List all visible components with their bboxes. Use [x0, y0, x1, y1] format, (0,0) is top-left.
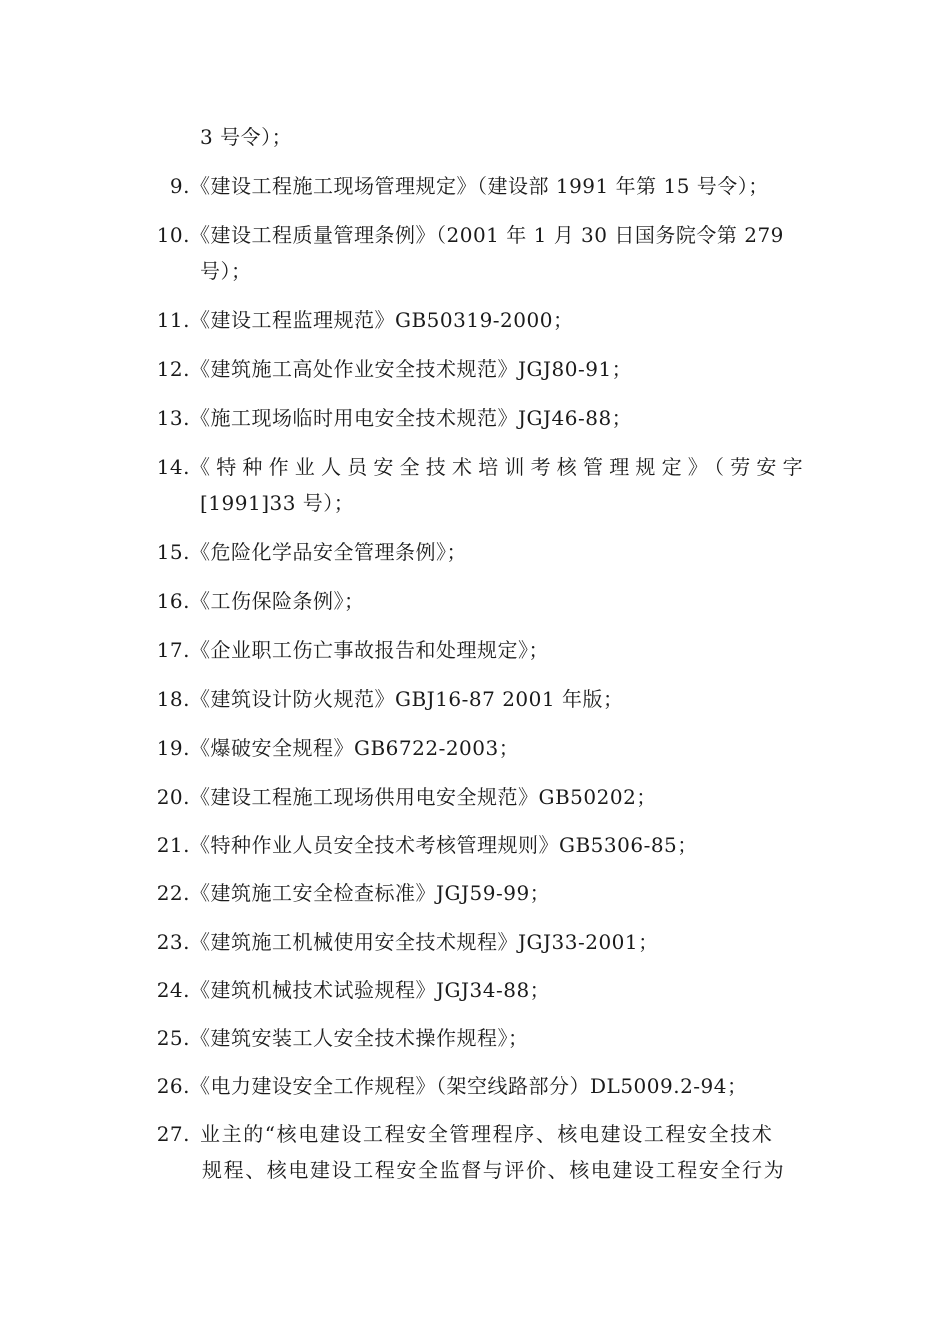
list-item-continuation [200, 124, 292, 150]
list-item-text: 《施工现场临时用电安全技术规范》JGJ46-88； [190, 406, 633, 430]
list-item [152, 405, 632, 431]
list-item-text: 《爆破安全规程》GB6722-2003； [190, 736, 520, 760]
list-item-number: 24. [156, 978, 190, 1002]
list-item [152, 735, 519, 761]
list-item-number: 20. [156, 785, 190, 809]
list-item [152, 880, 550, 906]
list-item [152, 1025, 529, 1051]
list-item-number: 21. [156, 833, 190, 857]
list-item-number: 17. [156, 638, 190, 662]
list-item-number: 23. [156, 930, 190, 954]
list-item [152, 356, 632, 382]
list-item-text: 《特种作业人员安全技术培训考核管理规定》（劳安字 [190, 455, 809, 479]
list-item-number: 19. [156, 736, 190, 760]
list-item [152, 222, 784, 248]
list-item-number: 10. [156, 223, 190, 247]
list-item-number: 9. [169, 174, 190, 198]
list-item [152, 1073, 748, 1099]
list-item-number: 26. [156, 1074, 190, 1098]
list-item-continuation [200, 258, 252, 284]
list-item [152, 539, 467, 565]
list-item [152, 307, 573, 333]
list-item-text: 3 号令）； [200, 125, 293, 149]
list-item-number: 27. [156, 1122, 190, 1146]
list-item-number: 13. [156, 406, 190, 430]
list-item-text: 《工伤保险条例》； [190, 589, 365, 613]
list-item-number: 18. [156, 687, 190, 711]
list-item-text: 《企业职工伤亡事故报告和处理规定》； [190, 638, 549, 662]
list-item-text: 号）； [200, 259, 252, 283]
list-item-text: 《危险化学品安全管理条例》； [190, 540, 467, 564]
list-item [152, 637, 549, 663]
list-item-text: 《建筑施工高处作业安全技术规范》JGJ80-91； [190, 357, 633, 381]
list-item-text: 《建设工程质量管理条例》（2001 年 1 月 30 日国务院令第 279 [190, 223, 784, 247]
list-item-number: 11. [156, 308, 190, 332]
list-item-continuation [200, 490, 354, 516]
list-item-number: 22. [156, 881, 190, 905]
list-item-number: 15. [156, 540, 190, 564]
list-item-text: 《电力建设安全工作规程》（架空线路部分）DL5009.2-94； [190, 1074, 748, 1098]
list-item [152, 929, 659, 955]
list-item [152, 784, 657, 810]
list-item-text: 《特种作业人员安全技术考核管理规则》GB5306-85； [190, 833, 698, 857]
list-item-text: 规程、核电建设工程安全监督与评价、核电建设工程安全行为 [202, 1158, 786, 1182]
list-item-text: [1991]33 号）； [200, 491, 355, 515]
list-item [152, 686, 623, 712]
list-item-text: 《建设工程施工现场供用电安全规范》GB50202； [190, 785, 657, 809]
list-item-text: 《建筑机械技术试验规程》JGJ34-88； [190, 978, 551, 1002]
list-item-text: 《建设工程监理规范》GB50319-2000； [190, 308, 574, 332]
list-item [152, 454, 809, 480]
list-item-text: 《建筑施工安全检查标准》JGJ59-99； [190, 881, 551, 905]
list-item-number: 16. [156, 589, 190, 613]
list-item-number: 14. [156, 455, 190, 479]
list-item [152, 832, 698, 858]
list-item-text: 《建筑安装工人安全技术操作规程》； [190, 1026, 529, 1050]
list-item-number: 25. [156, 1026, 190, 1050]
list-item-continuation [202, 1157, 785, 1183]
list-item-text: 《建筑施工机械使用安全技术规程》JGJ33-2001； [190, 930, 659, 954]
list-item-text: 《建设工程施工现场管理规定》（建设部 1991 年第 15 号令）； [190, 174, 769, 198]
list-item-number: 12. [156, 357, 190, 381]
list-item-text: 《建筑设计防火规范》GBJ16-87 2001 年版； [190, 687, 624, 711]
list-item [152, 1121, 773, 1147]
list-item [152, 977, 550, 1003]
list-item-text: 业主的“核电建设工程安全管理程序、核电建设工程安全技术 [200, 1122, 774, 1146]
list-item [158, 173, 769, 199]
list-item [152, 588, 365, 614]
